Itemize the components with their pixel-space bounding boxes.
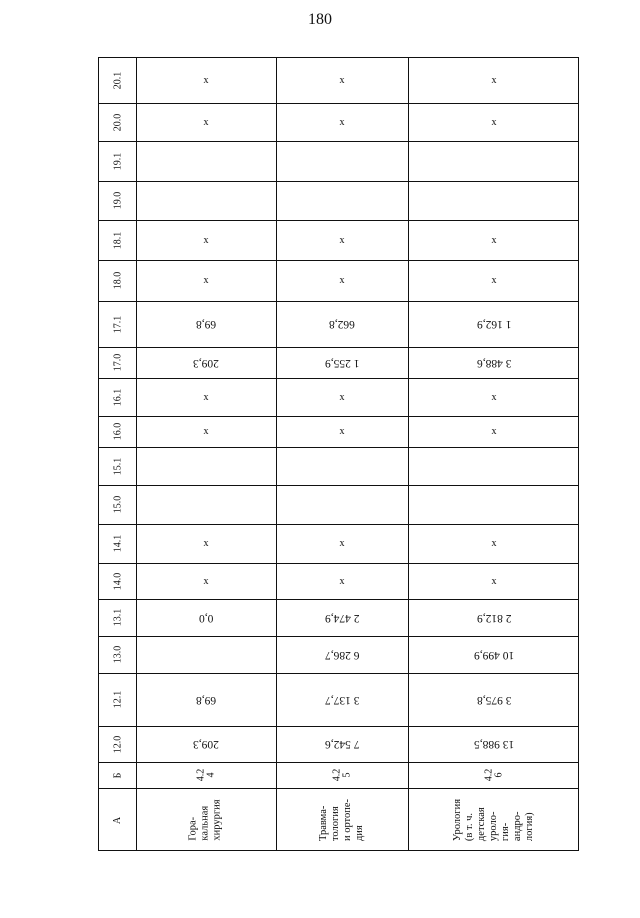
row-header [99,788,136,852]
row-header-label: 20.1 [112,71,123,90]
cell-value: x [203,391,209,403]
row-header [99,563,136,599]
row-header [99,762,136,788]
table-cell [136,260,276,301]
cell-value: 662,8 [329,318,355,330]
table-cell [276,141,408,181]
table-cell [276,563,408,599]
cell-value: x [339,234,345,246]
row-header [99,378,136,416]
table-cell [276,673,408,726]
specialty-name-cell [408,788,580,852]
table-cell [276,220,408,260]
cell-value: x [491,538,497,549]
row-header-label: 16.1 [112,388,123,406]
table-cell [276,347,408,378]
cell-value: 3 137,7 [324,693,360,706]
table-cell [136,563,276,599]
cell-value: 209,3 [193,356,219,369]
cell-value: x [203,426,209,437]
specialty-name-line: детская [476,807,487,842]
cell-value: x [203,538,209,549]
row-header-label: 17.0 [112,353,123,372]
cell-value: 6 286,7 [324,648,360,661]
table-cell [408,416,580,447]
table-cell [136,447,276,485]
table-cell [408,103,580,141]
specialty-name-line: Урология [452,798,463,842]
cell-value: x [339,575,345,587]
row-header-label: 15.0 [112,495,123,514]
specialty-name-line: гия- [500,822,511,842]
row-header-label: 20.0 [112,113,123,131]
row-header-label: А [111,816,123,824]
cell-value: x [491,575,497,587]
row-header [99,301,136,347]
specialty-name-line: и ортопе- [342,798,353,842]
cell-value: 1 255,9 [324,356,360,369]
specialty-name [188,799,224,840]
table-cell [276,181,408,220]
cell-value: x [203,75,209,86]
cell-value: 1 162,9 [476,318,512,330]
table-cell [408,220,580,260]
table-cell [136,485,276,524]
table-cell [408,181,580,220]
row-header-label: 12.1 [112,690,123,709]
row-header [99,58,136,103]
cell-value: x [491,275,497,286]
table-cell [136,673,276,726]
table-cell [136,58,276,103]
table-cell [408,636,580,673]
table-cell [136,599,276,636]
data-table [98,57,579,851]
cell-value: 0,0 [198,611,214,624]
table-cell [276,485,408,524]
table-cell [276,416,408,447]
specialty-name-line: Травма- [318,805,329,842]
table-cell [136,524,276,563]
row-header [99,260,136,301]
cell-value: 3 488,6 [476,356,512,369]
specialty-name-line: андро- [512,811,523,842]
code-value: 4.2 6 [483,768,504,782]
table-cell [408,673,580,726]
table-cell [136,181,276,220]
specialty-name-line: кальная [200,805,211,841]
specialty-name [452,799,536,841]
cell-value: x [203,575,209,587]
cell-value: x [491,75,497,86]
cell-value: x [203,275,209,286]
row-header-label: 19.1 [112,152,123,170]
code-cell [276,762,408,788]
cell-value: x [203,116,209,128]
table-cell [408,141,580,181]
row-header [99,220,136,260]
specialty-name-line: хирургия [212,799,223,841]
table-cell [276,378,408,416]
specialty-name-cell [276,788,408,852]
row-header-label: 13.0 [112,645,123,664]
cell-value: x [491,116,497,128]
table-cell [408,599,580,636]
cell-value: x [339,275,345,286]
specialty-name-line: логия) [524,812,535,842]
row-header-label: 15.1 [112,457,123,475]
row-header-label: Б [112,772,123,778]
row-header-label: 17.1 [112,315,123,333]
table-cell [136,220,276,260]
page-number: 180 [308,11,332,28]
cell-value: x [339,75,345,86]
row-header [99,416,136,447]
table-cell [276,524,408,563]
row-header [99,673,136,726]
cell-value: x [203,234,209,246]
code-cell [136,762,276,788]
specialty-name [318,799,366,841]
cell-value: x [491,391,497,403]
table-cell [408,260,580,301]
row-header [99,181,136,220]
table-cell [136,347,276,378]
table-cell [276,636,408,673]
specialty-name-line: дия [354,825,365,842]
table-cell [408,726,580,762]
row-header-label: 18.0 [112,271,123,290]
specialty-name-line: уроло- [488,811,499,842]
table-cell [276,447,408,485]
code-value: 4.2 5 [331,768,352,782]
cell-value: 209,3 [193,738,219,750]
specialty-name-line: тология [330,806,341,842]
table-cell [276,103,408,141]
cell-value: 3 975,8 [476,693,512,706]
cell-value: 10 499,9 [473,648,515,661]
cell-value: x [491,426,497,437]
cell-value: 2 812,9 [476,611,512,624]
row-header [99,726,136,762]
table-cell [136,103,276,141]
table-cell [276,58,408,103]
table-cell [408,447,580,485]
cell-value: x [339,538,345,549]
table-cell [408,378,580,416]
table-cell [136,726,276,762]
table-cell [408,301,580,347]
row-header [99,599,136,636]
specialty-name-line: Гора- [188,816,199,841]
table-cell [136,301,276,347]
row-header [99,347,136,378]
row-header-label: 14.0 [112,572,123,590]
table-cell [408,563,580,599]
row-header [99,636,136,673]
cell-value: x [339,391,345,403]
cell-value: 69,8 [195,318,217,330]
row-header [99,524,136,563]
table-cell [408,524,580,563]
table-cell [408,347,580,378]
row-header-label: 12.0 [112,735,123,753]
row-header-label: 14.1 [112,534,123,553]
cell-value: 2 474,9 [324,611,360,624]
table-cell [276,301,408,347]
row-header [99,485,136,524]
code-cell [408,762,580,788]
cell-value: x [339,116,345,128]
table-cell [136,636,276,673]
row-header-label: 19.0 [112,191,123,210]
specialty-name-cell [136,788,276,852]
row-header-label: 16.0 [112,422,123,441]
cell-value: x [339,426,345,437]
table-cell [408,485,580,524]
table-cell [136,416,276,447]
cell-value: 7 542,6 [324,738,360,750]
row-header [99,447,136,485]
table-cell [276,726,408,762]
table-cell [136,378,276,416]
cell-value: x [491,234,497,246]
table-cell [136,141,276,181]
row-header [99,141,136,181]
table-cell [276,260,408,301]
table-cell [408,58,580,103]
cell-value: 69,8 [195,693,217,706]
specialty-name-line: (в т. ч. [464,813,475,842]
row-header-label: 18.1 [112,231,123,249]
code-value: 4.2 4 [195,768,216,782]
cell-value: 13 988,5 [473,738,515,750]
row-header-label: 13.1 [112,608,123,627]
row-header [99,103,136,141]
table-cell [276,599,408,636]
